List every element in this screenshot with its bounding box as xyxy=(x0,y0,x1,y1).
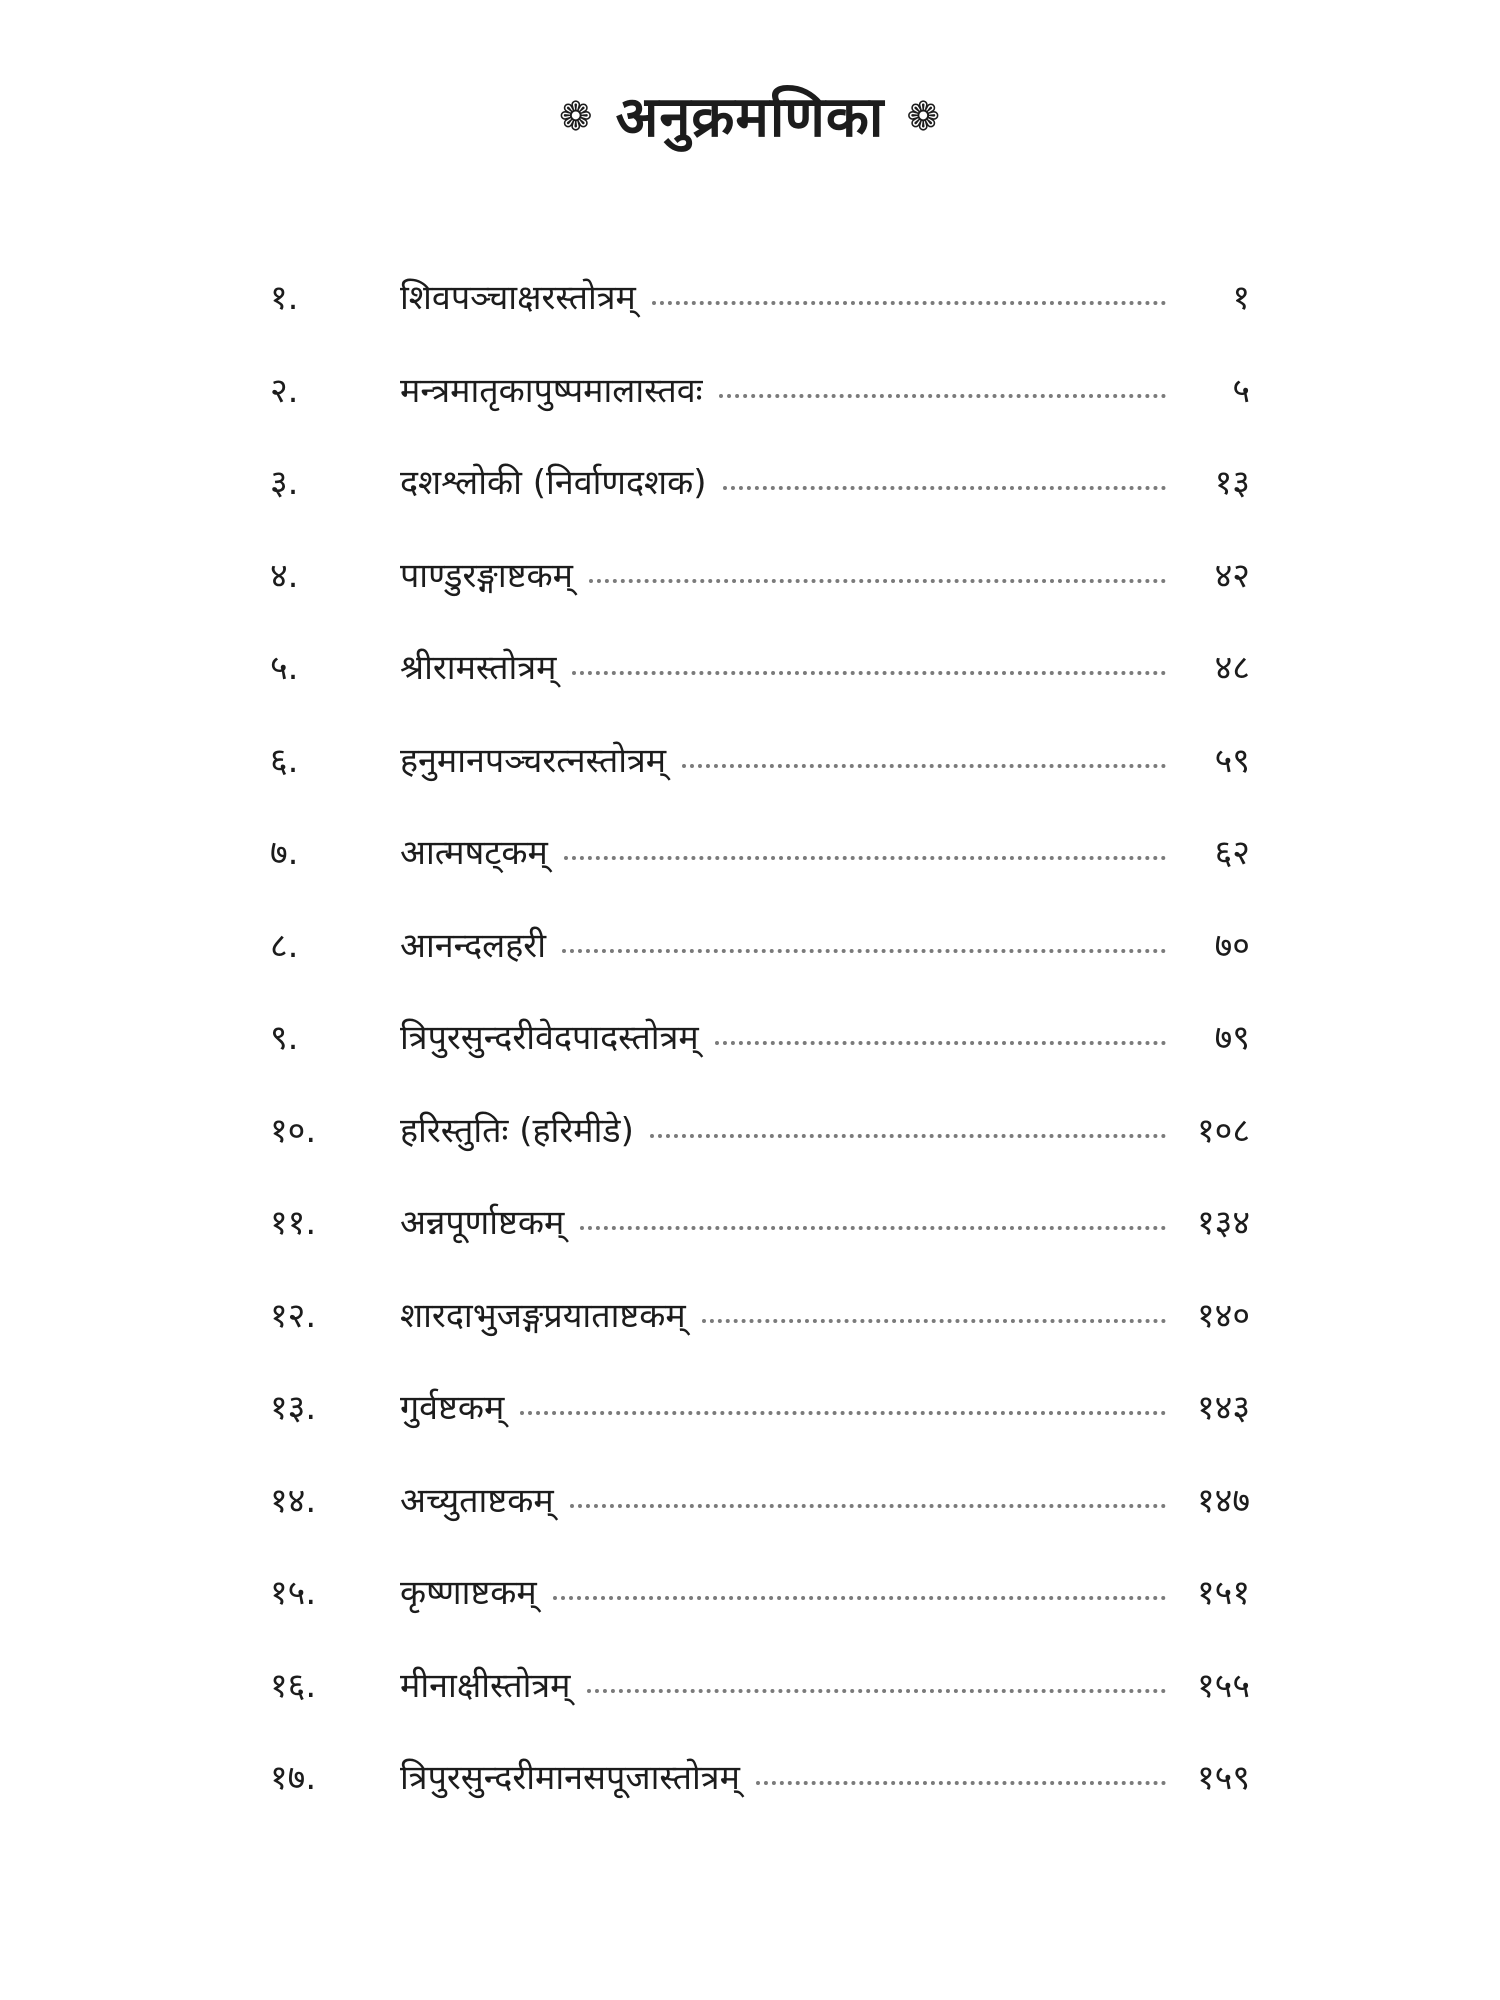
entry-title: आत्मषट्कम् xyxy=(400,833,548,874)
entry-page-number: १४७ xyxy=(1196,1480,1250,1521)
entry-title: मीनाक्षीस्तोत्रम् xyxy=(400,1665,571,1706)
dot-leader xyxy=(572,671,1166,675)
entry-page-number: ७९ xyxy=(1214,1018,1250,1059)
entry-number: १३. xyxy=(270,1388,317,1429)
entry-title: कृष्णाष्टकम् xyxy=(400,1573,537,1614)
entry-page-number: १५९ xyxy=(1196,1758,1250,1799)
entry-page-number: ४२ xyxy=(1214,555,1250,596)
entry-title: गुर्वष्टकम् xyxy=(400,1388,505,1429)
entry-page-number: १३ xyxy=(1214,463,1250,504)
entry-title: श्रीरामस्तोत्रम् xyxy=(400,648,557,689)
toc-entry xyxy=(270,1175,1250,1268)
toc-entry xyxy=(270,805,1250,898)
entry-number: १४. xyxy=(270,1480,317,1521)
dot-leader xyxy=(682,764,1166,768)
toc-entry xyxy=(270,713,1250,806)
dot-leader xyxy=(719,394,1166,398)
entry-number: १. xyxy=(270,278,299,319)
toc-entry xyxy=(270,1360,1250,1453)
entry-title: हनुमानपञ्चरत्नस्तोत्रम् xyxy=(400,740,667,781)
entry-title: मन्त्रमातृकापुष्पमालास्तवः xyxy=(400,370,703,411)
toc-entry xyxy=(270,1545,1250,1638)
dot-leader xyxy=(715,1041,1166,1045)
entry-number: १०. xyxy=(270,1110,317,1151)
toc-entry xyxy=(270,343,1250,436)
toc-entry xyxy=(270,1268,1250,1361)
dot-leader xyxy=(652,301,1166,305)
dot-leader xyxy=(723,486,1166,490)
toc-entry xyxy=(270,1638,1250,1731)
toc-entry xyxy=(270,620,1250,713)
entry-page-number: १ xyxy=(1232,278,1250,319)
entry-page-number: १४३ xyxy=(1196,1388,1250,1429)
entry-page-number: १५१ xyxy=(1196,1573,1250,1614)
entry-number: १६. xyxy=(270,1665,317,1706)
entry-number: ९. xyxy=(270,1018,299,1059)
flower-ornament-icon: ❁ xyxy=(906,93,941,140)
entry-title: दशश्लोकी (निर्वाणदशक) xyxy=(400,463,707,504)
entry-page-number: १३४ xyxy=(1196,1203,1250,1244)
entry-number: ३. xyxy=(270,463,299,504)
toc-entry xyxy=(270,250,1250,343)
entry-number: ११. xyxy=(270,1203,317,1244)
entry-title: अच्युताष्टकम् xyxy=(400,1480,554,1521)
dot-leader xyxy=(589,579,1166,583)
toc-entry xyxy=(270,1083,1250,1176)
dot-leader xyxy=(553,1596,1166,1600)
dot-leader xyxy=(587,1689,1166,1693)
entry-page-number: ७० xyxy=(1214,925,1250,966)
entry-number: ८. xyxy=(270,925,299,966)
entry-page-number: १०८ xyxy=(1196,1110,1250,1151)
dot-leader xyxy=(520,1411,1166,1415)
toc-entry xyxy=(270,1730,1250,1823)
dot-leader xyxy=(570,1504,1166,1508)
entry-page-number: ५९ xyxy=(1214,740,1250,781)
dot-leader xyxy=(650,1134,1166,1138)
table-of-contents xyxy=(270,250,1250,1823)
entry-number: १५. xyxy=(270,1573,317,1614)
entry-number: १२. xyxy=(270,1295,317,1336)
toc-entry xyxy=(270,898,1250,991)
page-heading xyxy=(0,78,1500,161)
toc-entry xyxy=(270,1453,1250,1546)
entry-page-number: ६२ xyxy=(1214,833,1250,874)
dot-leader xyxy=(580,1226,1166,1230)
entry-page-number: ५ xyxy=(1232,370,1250,411)
toc-entry xyxy=(270,435,1250,528)
entry-title: शारदाभुजङ्गप्रयाताष्टकम् xyxy=(400,1295,686,1336)
entry-title: आनन्दलहरी xyxy=(400,925,546,966)
entry-number: ४. xyxy=(270,555,299,596)
entry-page-number: १५५ xyxy=(1196,1665,1250,1706)
entry-title: पाण्डुरङ्गाष्टकम् xyxy=(400,555,573,596)
entry-number: १७. xyxy=(270,1758,317,1799)
entry-number: २. xyxy=(270,370,299,411)
entry-title: अन्नपूर्णाष्टकम् xyxy=(400,1203,565,1244)
entry-title: त्रिपुरसुन्दरीमानसपूजास्तोत्रम् xyxy=(400,1758,740,1799)
toc-entry xyxy=(270,528,1250,621)
entry-title: त्रिपुरसुन्दरीवेदपादस्तोत्रम् xyxy=(400,1018,699,1059)
page-title: अनुक्रमणिका xyxy=(615,85,885,150)
toc-entry xyxy=(270,990,1250,1083)
entry-title: शिवपञ्चाक्षरस्तोत्रम् xyxy=(400,278,636,319)
entry-title: हरिस्तुतिः (हरिमीडे) xyxy=(400,1110,634,1151)
dot-leader xyxy=(564,856,1166,860)
flower-ornament-icon: ❁ xyxy=(559,93,594,140)
dot-leader xyxy=(702,1319,1166,1323)
entry-number: ६. xyxy=(270,740,299,781)
dot-leader xyxy=(756,1781,1166,1785)
entry-number: ५. xyxy=(270,648,299,689)
entry-number: ७. xyxy=(270,833,299,874)
entry-page-number: १४० xyxy=(1196,1295,1250,1336)
entry-page-number: ४८ xyxy=(1214,648,1250,689)
dot-leader xyxy=(562,949,1166,953)
